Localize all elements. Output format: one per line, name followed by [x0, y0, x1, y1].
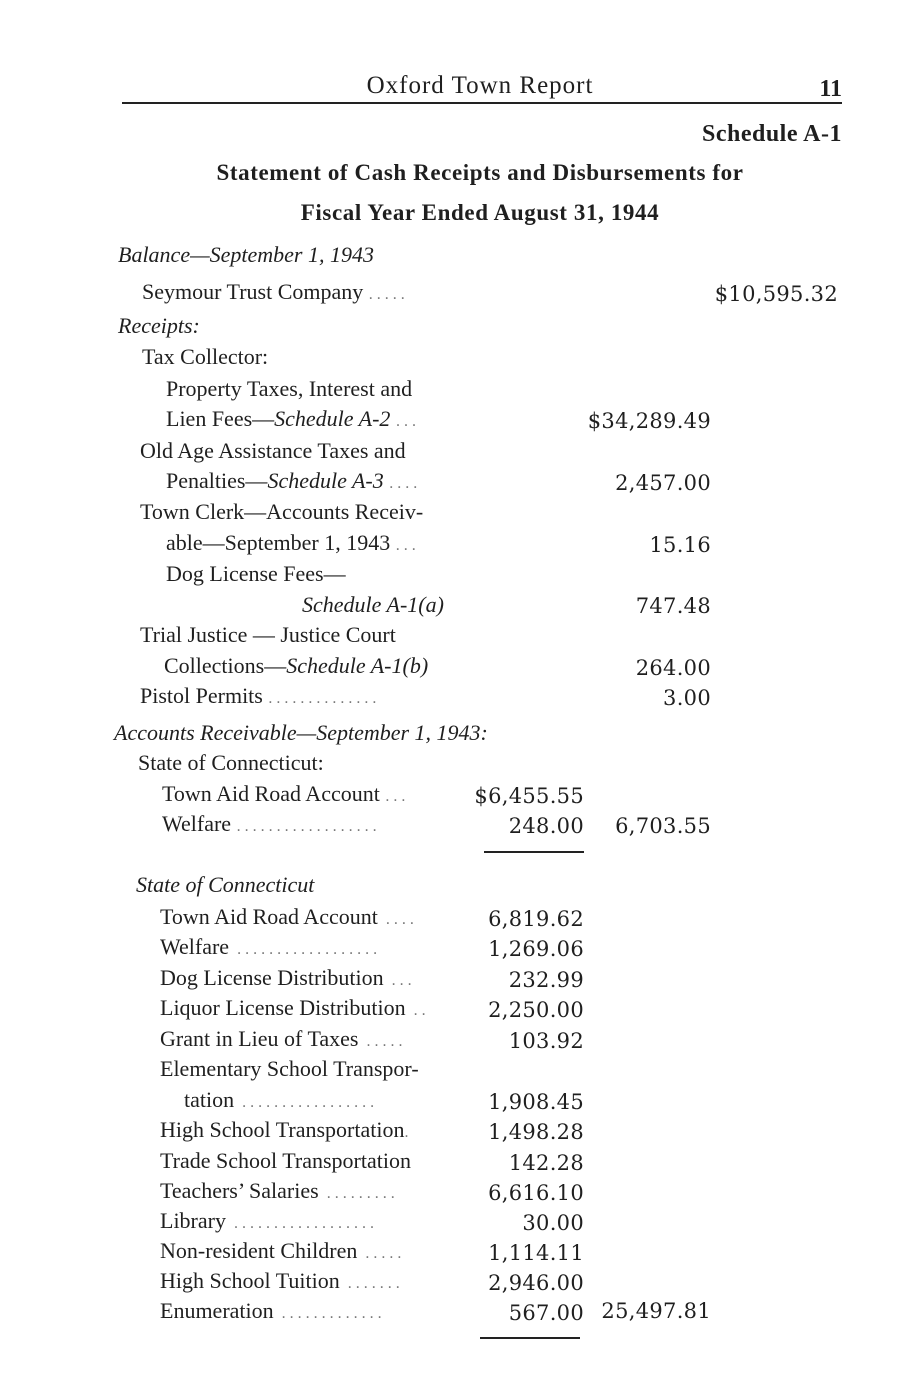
leader-dots: ...	[395, 413, 420, 430]
property-taxes-label-line-2: Lien Fees—Schedule A-2 ...	[166, 406, 420, 431]
soc-item-amount: 142.28	[508, 1151, 584, 1175]
soc-total-amount: 25,497.81	[601, 1299, 711, 1323]
ar-state-label: State of Connecticut:	[138, 750, 324, 775]
ar-total-amount: 6,703.55	[615, 814, 711, 838]
leader-dots: .........	[318, 1185, 399, 1202]
soc-item-amount: 2,250.00	[488, 998, 584, 1022]
soc-item-label: Library ..................	[160, 1208, 378, 1233]
soc-heading: State of Connecticut	[136, 872, 315, 897]
leader-dots: ..............	[268, 690, 381, 707]
balance-heading: Balance—September 1, 1943	[118, 242, 374, 267]
leader-dots: ..................	[225, 1215, 378, 1232]
leader-dots: .....	[368, 286, 409, 303]
soc-subtotal-rule	[480, 1337, 580, 1339]
soc-item-amount: 1,908.45	[488, 1090, 584, 1114]
leader-dots: ..................	[236, 818, 381, 835]
soc-item-label: Non-resident Children .....	[160, 1238, 406, 1263]
soc-item-amount: 30.00	[522, 1211, 584, 1235]
trial-justice-amount: 264.00	[635, 656, 711, 680]
dog-license-amount: 747.48	[635, 594, 711, 618]
soc-item-amount: 2,946.00	[488, 1271, 584, 1295]
pistol-permits-amount: 3.00	[663, 686, 711, 710]
leader-dots: .....	[357, 1245, 406, 1262]
soc-item-amount: 232.99	[508, 968, 584, 992]
soc-item-label: Liquor License Distribution ..	[160, 995, 430, 1020]
soc-item-label: Trade School Transportation	[160, 1148, 411, 1173]
leader-dots: ...	[385, 788, 410, 805]
page-number: 11	[819, 76, 842, 102]
soc-item-amount: 103.92	[508, 1029, 584, 1053]
receipts-heading: Receipts:	[118, 313, 200, 338]
soc-item-amount: 1,498.28	[488, 1120, 584, 1144]
soc-item-amount: 1,269.06	[488, 937, 584, 961]
town-clerk-label-line-1: Town Clerk—Accounts Receiv-	[140, 499, 424, 524]
statement-title-line-2: Fiscal Year Ended August 31, 1944	[300, 200, 660, 225]
property-taxes-label-line-1: Property Taxes, Interest and	[166, 376, 413, 401]
soc-item-label: Grant in Lieu of Taxes .....	[160, 1026, 407, 1051]
soc-item-label: Elementary School Transpor-	[160, 1056, 419, 1081]
soc-item-amount: 6,819.62	[488, 907, 584, 931]
seymour-trust-amount: $10,595.32	[714, 282, 838, 306]
running-header-title: Oxford Town Report	[366, 72, 594, 99]
soc-item-label: Town Aid Road Account ....	[160, 904, 418, 929]
leader-dots: ....	[377, 911, 418, 928]
old-age-amount: 2,457.00	[615, 471, 711, 495]
schedule-label: Schedule A-1	[701, 121, 842, 147]
soc-item-label: Dog License Distribution ...	[160, 965, 416, 990]
ar-welfare-label: Welfare ..................	[162, 811, 381, 836]
soc-item-label: Teachers’ Salaries .........	[160, 1178, 399, 1203]
leader-dots: ...	[383, 972, 416, 989]
soc-item-label: High School Tuition .......	[160, 1268, 404, 1293]
soc-item-amount: 567.00	[508, 1301, 584, 1325]
ar-town-aid-label: Town Aid Road Account ...	[162, 781, 410, 806]
tax-collector-label: Tax Collector:	[142, 344, 269, 369]
town-clerk-amount: 15.16	[649, 533, 711, 557]
ar-town-aid-amount: $6,455.55	[474, 784, 584, 808]
soc-item-label: Welfare ..................	[160, 934, 382, 959]
leader-dots: ...	[395, 537, 420, 554]
soc-item-label: High School Transportation.	[160, 1117, 413, 1142]
ar-subtotal-rule	[484, 851, 584, 853]
old-age-label-line-2: Penalties—Schedule A-3 ....	[166, 468, 422, 493]
pistol-permits-label: Pistol Permits ..............	[140, 683, 381, 708]
statement-title-line-1: Statement of Cash Receipts and Disbursements for	[216, 160, 744, 185]
trial-justice-label-line-2: Collections—Schedule A-1(b)	[164, 653, 429, 678]
soc-item-amount: 6,616.10	[488, 1181, 584, 1205]
leader-dots: ..	[405, 1002, 430, 1019]
leader-dots: .	[404, 1124, 413, 1141]
accounts-receivable-heading: Accounts Receivable—September 1, 1943:	[114, 720, 488, 745]
seymour-trust-label: Seymour Trust Company .....	[142, 279, 409, 304]
leader-dots: .....	[358, 1033, 407, 1050]
old-age-label-line-1: Old Age Assistance Taxes and	[140, 438, 406, 463]
soc-item-label: Enumeration .............	[160, 1298, 386, 1323]
property-taxes-amount: $34,289.49	[587, 409, 711, 433]
dog-license-label-line-2: Schedule A-1(a)	[302, 592, 444, 617]
header-rule	[122, 102, 842, 104]
leader-dots: ..................	[229, 941, 382, 958]
soc-item-amount: 1,114.11	[488, 1241, 584, 1265]
leader-dots: .................	[234, 1094, 379, 1111]
soc-item-label: tation .................	[184, 1087, 379, 1112]
trial-justice-label-line-1: Trial Justice — Justice Court	[140, 622, 396, 647]
dog-license-label-line-1: Dog License Fees—	[166, 561, 346, 586]
leader-dots: ....	[389, 475, 422, 492]
town-clerk-label-line-2: able—September 1, 1943 ...	[166, 530, 420, 555]
ar-welfare-amount: 248.00	[508, 814, 584, 838]
leader-dots: .......	[339, 1275, 404, 1292]
leader-dots: .............	[273, 1305, 386, 1322]
